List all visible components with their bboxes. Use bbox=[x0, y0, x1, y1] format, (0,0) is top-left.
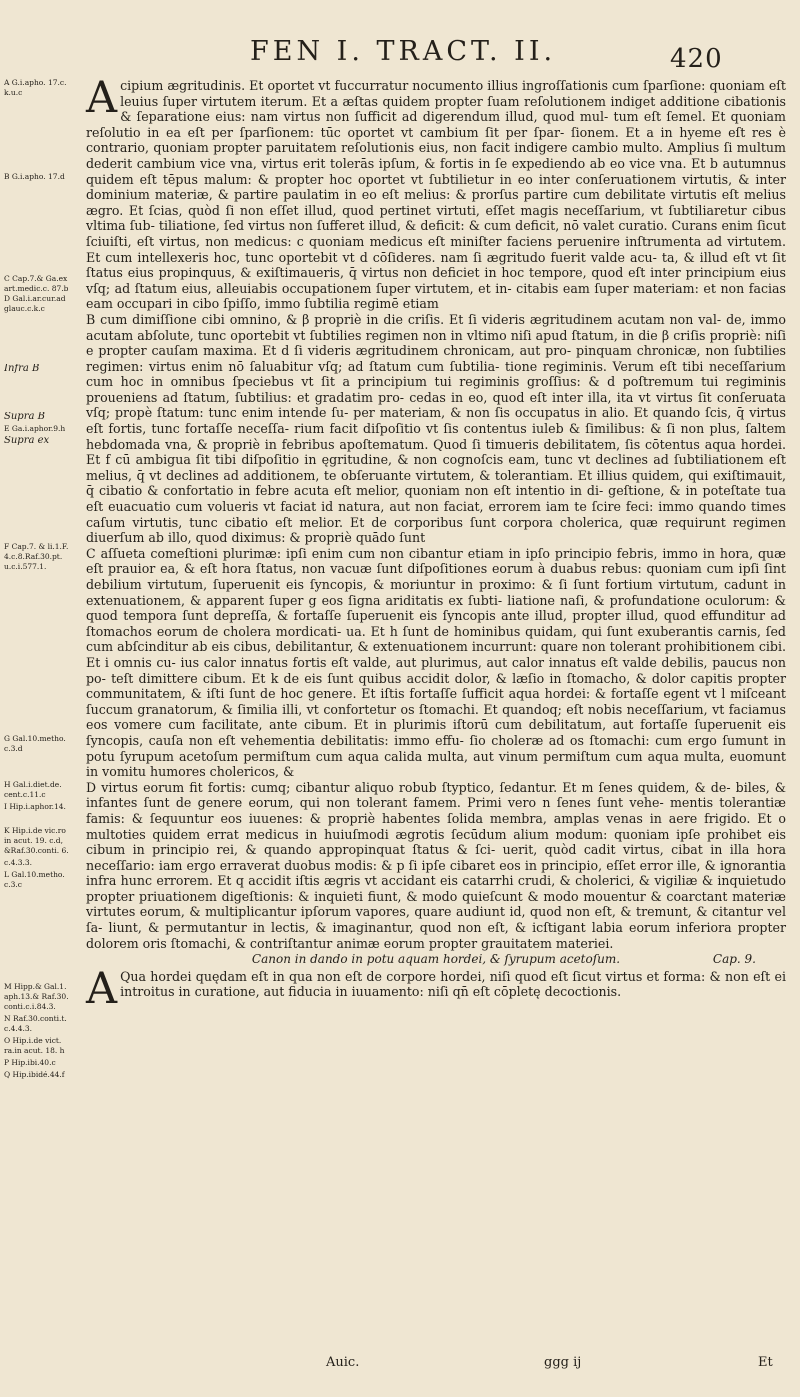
margin-note: 4.c.8.Raf.30.pt. bbox=[4, 552, 63, 561]
margin-note: in acut. 19. c.d, bbox=[4, 836, 63, 845]
margin-note: M Hipp.& Gal.1. bbox=[4, 982, 67, 991]
catchword-line bbox=[86, 1355, 786, 1373]
margin-note: &Raf.30.conti. 6. bbox=[4, 846, 69, 855]
section-letter: B bbox=[86, 311, 96, 327]
margin-notes bbox=[4, 72, 78, 1372]
margin-note: K Hip.i.de vic.ro bbox=[4, 826, 66, 835]
paragraph-2: B cum dimiſſione cibi omnino, & β propriè in die criſis. Et ſi videris ægritudinem acutam non val- de, immo acutam abſolute, tunc oportebit vt ſubtilies regimen non in vltimo niſi apud ſtatum, in die β criſis propriè: niſi e propter cauſam maxima. Et d ſi videris ægritudinem chronicam, aut pro- pinquam chronicæ, non ſubtilies regimen: virtus enim nō ſaluabitur vſq; ad ſtatum cum ſubtilia- tione regiminis. Verum eſt tibi neceſſarium cum hoc in omnibus ſpeciebus vt ſit a principium tui regiminis groſſius: & d poſtremum tui regiminis proueniens ad ſtatum, ſubtilius: et gradatim pro- cedas in eo, quod eſt inter illa, ita vt virtus ſit conſeruata vſq; propè ſtatum: tunc enim intende ſu- per materiam, & non ſis occupatus in alio. Et quando ſcis, q̄ virtus eſt fortis, tunc fortaſſe neceſſa- rium facit diſpoſitio vt ſis contentus iuleb & ſimilibus: & ſi non plus, ſaltem hebdomada vna, & propriè in febribus apoſtematum. Quod ſi timueris debilitatem, ſis cōtentus aqua hordei. Et f cū ambigua ſit tibi diſpoſitio in ęgritudine, & non cognoſcis eam, tunc vt declines ad ſubtiliationem eſt melius, q̄ vt declines ad additionem, te obſeruante virtutem, & tolerantiam. Et illius quidem, qui exiſtimauit, q̄ cibatio & confortatio in febre acuta eſt melior, quoniam non eſt intentio in di- geſtione, & in poteſtate tua eſt euacuatio cum volueris vt faciat id natura, aut non faciat, errorem iam te ſcire feci: immo quando times caſum virtutis, tunc cibatio eſt melior. Et de corporibus ſunt corpora cholerica, quæ requirunt regimen diuerſum ab illo, quod diximus: & propriè quādo ſunt bbox=[86, 311, 786, 546]
drop-cap: A bbox=[86, 73, 118, 123]
drop-cap: A bbox=[86, 963, 118, 1014]
margin-note: conti.c.i.84.3. bbox=[4, 1002, 56, 1011]
margin-note: art.medic.c. 87.b bbox=[4, 284, 69, 293]
margin-note: Supra ex bbox=[4, 436, 50, 446]
catchword-left: Auic. bbox=[326, 1355, 360, 1370]
paragraph-1: Acipium ægritudinis. Et oportet vt fuccurratur nocumento illius ingroſſationis cum ſparſione: quoniam eſt leuius ſuper virtutem iterum. Et a æſtas quidem propter ſuam reſolutionem indiget additione cibationis & ſeparatione eius: nam virtus non ſufficit ad digerendum illud, quod mul- tum eſt ſemel. Et quoniam reſolutio in ea eſt per ſparſionem: tūc oportet vt cambium ſit per ſpar- ſionem. Et a in hyeme eſt res è contrario, quoniam propter paruitatem reſolutionis eius, non facit indigere cambio multo. Amplius ſi multum dederit cambium vice vna, virtus erit tolerās ipſum, & fortis in ſe expediendo ab eo vice vna. Et b autumnus quidem eſt tēpus malum: & propter hoc oportet vt ſubtilietur in eo inter conſeruationem virtutis, & inter dominium materiæ, & partire paulatim in eo eſt melius: & prorſus partire cum debilitate virtutis eſt melius ægro. Et ſcias, quòd ſi non eſſet illud, quod pertinet virtuti, eſſet magis neceſſarium, vt ſubtiliaretur cibus vltima ſub- tiliatione, ſed virtus non ſufferet illud, & deficit: & cum deficit, nō valet curatio. Curans enim ſicut ſciuiſti, eſt virtus, non medicus: c quoniam medicus eſt miniſter faciens peruenire inſtrumenta ad virtutem. Et cum intellexeris hoc, tunc oportebit vt d cōſideres. nam ſi ægritudo fuerit valde acu- ta, & illud eſt vt ſit ſtatus eius propinquus, & exiſtimaueris, q̄ virtus non deficiet in hoc tempore, quod eſt inter principium eius vſq; ad ſtatum eius, alleuiabis occupationem ſuper virtutem, et in- citabis eam ſuper materiam: et non facias eam occupari in cibo ſpiſſo, immo ſubtilia regimē etiam bbox=[86, 73, 786, 312]
margin-note: Q Hip.ibidé.44.f bbox=[4, 1070, 65, 1079]
margin-note: F Cap.7. & li.1.F. bbox=[4, 542, 69, 551]
margin-note: A G.i.apho. 17.c. bbox=[4, 78, 67, 87]
paragraph-5: A Qua hordei quędam eſt in qua non eſt de corpore hordei, niſi quod eſt ſicut virtus et forma: & non eſt ei introitus in curatione, aut fiducia in iuuamento: niſi qn̄ eſt cōpletę decoctionis. bbox=[86, 963, 786, 1014]
running-header bbox=[250, 36, 723, 74]
margin-note: u.c.i.577.1. bbox=[4, 562, 47, 571]
folio-number: 420 bbox=[670, 44, 723, 74]
section-letter: C bbox=[86, 545, 96, 561]
margin-note: glauc.c.k.c bbox=[4, 304, 45, 313]
catchword-right: Et bbox=[758, 1355, 773, 1370]
margin-note: H Gal.i.diet.de. bbox=[4, 780, 62, 789]
chapter-label: Cap. 9. bbox=[712, 952, 756, 967]
margin-note: cent.c.11.c bbox=[4, 790, 46, 799]
margin-note: Supra B bbox=[4, 412, 45, 422]
margin-note: E Ga.i.aphor.9.h bbox=[4, 424, 66, 433]
paragraph-3: C aſſueta comeſtioni plurimæ: ipſi enim cum non cibantur etiam in ipſo principio febris, immo in hora, quæ eſt prauior ea, & eſt hora ſtatus, non vacuæ ſunt diſpoſitiones eorum à duabus rebus: quoniam cum ipſi ſint debilium virtutum, ſuperuenit eis ſyncopis, & moriuntur in proximo: & ſi ſunt fortium virtutum, cadunt in extenuationem, & apparent ſuper g eos ſigna ariditatis ex ſubti- liatione naſi, & profundatione oculorum: & quod tempora ſunt depreſſa, & fortaſſe ſuperuenit eis ſyncopis ante illud, propter illud, quod effunditur ad ſtomachos eorum de cholera mordicati- ua. Et h ſunt de hominibus quidam, qui ſunt exuberantis carnis, ſed cum abſcinditur ab eis cibus, debilitantur, & extenuationem incurrunt: quare non tolerant prohibitionem cibi. Et i omnis cu- ius calor innatus fortis eſt valde, aut plurimus, aut calor innatus eſt valde debilis, paucus non po- teſt dimittere cibum. Et k de eis ſunt quibus accidit dolor, & læſio in ſtomacho, & dolor capitis propter communitatem, & iſti ſunt de hoc genere. Et iſtis fortaſſe ſufficit aqua hordei: & fortaſſe egent vt l miſceant ſuccum granatorum, & ſimilia illi, vt confortetur os ſtomachi. Et quandoq; eſt nobis neceſſarium, vt faciamus eos vomere cum facilitate, ante cibum. Et in plurimis iſtorū cum debilitatum, aut fortaſſe ſuperuenit eis ſyncopis, cauſa non eſt vehementia debilitatis: immo effu- ſio choleræ ad os ſtomachi: cum ergo ſumunt in potu ſyrupum acetoſum permiſtum cum aqua calida multa, aut vinum permiſtum cum aqua multa, euomunt in vomitu humores cholericos, & bbox=[86, 545, 786, 780]
margin-note: G Gal.10.metho. bbox=[4, 734, 66, 743]
running-title: FEN I. TRACT. II. bbox=[250, 36, 557, 67]
section-letter: D bbox=[86, 779, 97, 795]
margin-note: c.4.3.3. bbox=[4, 858, 33, 867]
margin-note: k.u.c bbox=[4, 88, 23, 97]
margin-note: I Hip.i.aphor.14. bbox=[4, 802, 66, 811]
margin-note: N Raf.30.conti.t. bbox=[4, 1014, 67, 1023]
signature-mark: ggg ij bbox=[544, 1355, 582, 1370]
margin-note: B G.i.apho. 17.d bbox=[4, 172, 65, 181]
margin-note: D Gal.i.ar.cur.ad bbox=[4, 294, 66, 303]
margin-note: P Hip.ibi.40.c bbox=[4, 1058, 56, 1067]
margin-note: c.3.d bbox=[4, 744, 23, 753]
margin-note: O Hip.i.de vict. bbox=[4, 1036, 62, 1045]
margin-note: c.4.4.3. bbox=[4, 1024, 33, 1033]
margin-note: c.3.c bbox=[4, 880, 22, 889]
margin-note: aph.13.& Raf.30. bbox=[4, 992, 69, 1001]
canon-heading: Canon in dando in potu aquam hordei, & ſyrupum acetoſum. Cap. 9. bbox=[251, 952, 756, 967]
margin-note: ra.in acut. 18. h bbox=[4, 1046, 65, 1055]
paragraph-4: D virtus eorum fit fortis: cumq; cibantur aliquo robub ſtyptico, ſedantur. Et m ſenes quidem, & de- biles, & infantes ſunt de genere eorum, qui non tolerant famem. Primi vero n ſenes ſunt vehe- mentis tolerantiæ famis: & ſequuntur eos iuuenes: & propriè habentes ſolida membra, amplas venas in aere frigido. Et o multoties quidem errat medicus in huiuſmodi ægrotis ſecūdum alium modum: quoniam ipſe prohibet eis cibum in principio rei, & quando appropinquat ſtatus & ſci- uerit, quòd cadit virtus, cibat in illa hora neceſſario: iam ergo erraverat duobus modis: & p ſi ipſe cibaret eos in principio, eſſet error ille, & ignorantia infra hunc errorem. Et q accidit iſtis ægris vt accidant eis catarrhi crudi, & cholerici, & vigiliæ & inquietudo propter priuationem digeſtionis: & inquieti fiunt, & modo quieſcunt & modo mouentur & coarctant materiæ virtutes eorum, & multiplicantur ipſorum vapores, quare audiunt id, quod non eſt, & tremunt, & citantur vel ſa- liunt, & permutantur in lectis, & imaginantur, quod non eſt, & icſtigant labia eorum inferiora propter dolorem oris ſtomachi, & contriſtantur animæ eorum propter grauitatem materiei. bbox=[86, 779, 786, 951]
main-text bbox=[86, 73, 786, 1014]
margin-note: Infra B bbox=[4, 364, 40, 374]
margin-note: C Cap.7.& Ga.ex bbox=[4, 274, 68, 283]
margin-note: L Gal.10.metho. bbox=[4, 870, 65, 879]
